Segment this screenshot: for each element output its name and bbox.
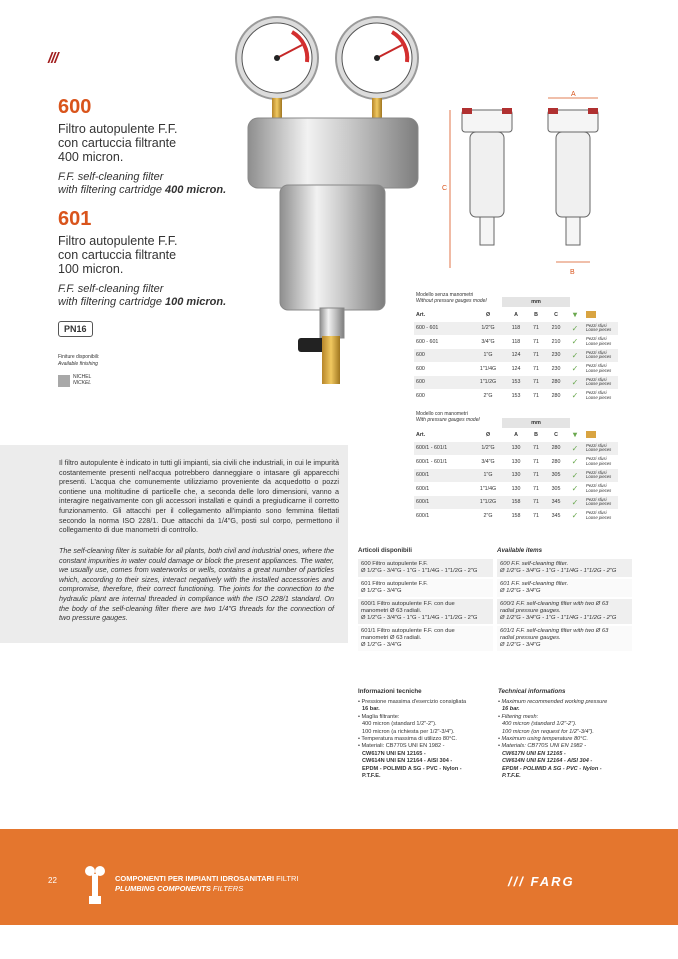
table-row (414, 496, 618, 510)
cell-b: 71 (526, 469, 546, 483)
info-line: 100 micron (a richiesta per 1/2"-3/4"). (362, 728, 455, 735)
loose-pieces: Pezzi sfusi Loose pieces (586, 363, 612, 373)
cell-size: 3/4"G (481, 338, 495, 345)
info-line: CW614N UNI EN 12164 - AISI 304 - (502, 758, 593, 765)
dimension-a-label: A (571, 91, 576, 98)
cell-art: 600 - 601 (414, 322, 470, 336)
finish-name-it: NICHEL (73, 374, 92, 380)
th-type-icon: ▾ (572, 430, 577, 440)
loose-pieces: Pezzi sfusi Loose pieces (584, 496, 618, 510)
item-line: Ø 1/2"G - 3/4"G - 1"G - 1"1/4G - 1"1/2G - 2"G (361, 615, 478, 621)
product-601-title-it (58, 234, 248, 276)
list-item (497, 626, 632, 653)
nickel-swatch (58, 375, 70, 387)
item-line: 601/1 Filtro autopulente F.F. con due (361, 628, 455, 634)
info-line: CW617N UNI EN 12165 - (502, 750, 566, 757)
info-line: P.T.F.E. (502, 773, 521, 780)
check-icon: ✓ (566, 496, 584, 510)
item-line: radial pressure gauges. (500, 635, 561, 641)
cell-size: 1"G (470, 349, 506, 363)
th-b: B (534, 311, 538, 318)
cell-b: 71 (526, 496, 546, 510)
cell-art: 600/1 (416, 512, 430, 519)
table-row (414, 322, 618, 336)
table1 (414, 308, 618, 403)
product-601-title-en (58, 283, 258, 309)
th-a: A (514, 311, 518, 318)
logo-text: FARG (530, 874, 575, 889)
product-600-title-it (58, 122, 248, 164)
table2-title-en: With pressure gauges model (416, 417, 480, 423)
cell-b: 71 (526, 442, 546, 456)
check-icon: ✓ (571, 364, 579, 374)
check-icon: ✓ (566, 376, 584, 390)
cell-a: 158 (511, 512, 521, 519)
loose-pieces: Pezzi sfusi Loose pieces (586, 336, 612, 346)
info-line: 400 micron (standard 1/2"-2"). (362, 721, 437, 728)
th-art: Art. (416, 311, 426, 318)
check-icon: ✓ (571, 337, 579, 347)
table1-title-en: Without pressure gauges model (416, 298, 487, 304)
table-row (414, 469, 618, 483)
cell-size: 1"1/2G (470, 496, 506, 510)
item-line: Ø 1/2"G - 3/4"G (361, 642, 402, 648)
cell-a: 124 (506, 349, 526, 363)
info-line: • Maglia filtrante: (358, 713, 400, 720)
faucet-icon (83, 864, 107, 908)
table2-mm: mm (502, 418, 570, 428)
available-items-en (497, 547, 632, 653)
title-line: con cartuccia filtrante (58, 248, 177, 262)
title-en-line: F.F. self-cleaning filter (58, 283, 164, 295)
cell-b: 71 (526, 349, 546, 363)
item-line: Ø 1/2"G - 3/4"G - 1"G - 1"1/4G - 1"1/2G - 2"G (500, 568, 617, 574)
cell-c: 280 (551, 458, 561, 465)
technical-info-it (358, 688, 493, 780)
available-head-it: Articoli disponibili (358, 547, 412, 554)
footer-category-en (115, 884, 243, 893)
product-photo (230, 10, 430, 390)
table2-title-it: Modello con manometri (416, 411, 468, 417)
cell-b: 71 (533, 365, 539, 372)
list-item (358, 579, 493, 599)
cell-b: 71 (526, 322, 546, 336)
cell-c: 280 (546, 442, 566, 456)
th-b: B (534, 431, 538, 438)
info-line: • Materiali: CB770S UNI EN 1982 - (358, 743, 445, 750)
cell-a: 130 (511, 485, 521, 492)
title-line: Filtro autopulente F.F. (58, 234, 178, 248)
cell-art: 600/1 (416, 485, 430, 492)
list-item (497, 579, 632, 599)
table1-title (416, 292, 487, 304)
title-line: con cartuccia filtrante (58, 136, 177, 150)
cell-art: 600 (416, 365, 425, 372)
footer-it-rest: FILTRI (274, 874, 299, 883)
gauge-right (336, 17, 418, 99)
cell-c: 230 (551, 365, 561, 372)
cell-size: 1"1/2G (470, 376, 506, 390)
table-row (414, 362, 618, 376)
logo-mark: /// (508, 874, 525, 889)
cell-a: 130 (511, 458, 521, 465)
th-box-icon (584, 428, 618, 442)
cell-art: 600/1 - 601/1 (414, 442, 470, 456)
table-row (414, 376, 618, 390)
check-icon: ✓ (566, 349, 584, 363)
cell-c: 305 (551, 485, 561, 492)
cell-art: 600/1 (414, 469, 470, 483)
list-item (358, 559, 493, 579)
footer-en-bold: PLUMBING COMPONENTS (115, 884, 211, 893)
list-item (497, 559, 632, 579)
th-c: C (554, 431, 558, 438)
cell-b: 71 (533, 485, 539, 492)
info-line: • Maximum using temperature 80°C. (498, 736, 588, 743)
cell-art: 600 (416, 392, 425, 399)
dimension-b-label: B (570, 269, 575, 276)
info-line: • Materials: CB770S UNI EN 1982 - (498, 743, 587, 750)
technical-head-en: Technical informations (498, 688, 566, 695)
item-line: Ø 1/2"G - 3/4"G (500, 588, 541, 594)
info-line: • Temperatura massima di utilizzo 80°C. (358, 736, 457, 743)
loose-pieces: Pezzi sfusi Loose pieces (584, 322, 618, 336)
cell-art: 600 - 601 (416, 338, 439, 345)
item-line: Ø 1/2"G - 3/4"G - 1"G - 1"1/4G - 1"1/2G - 2"G (361, 568, 478, 574)
title-en-line: with filtering cartridge (58, 184, 165, 196)
title-line: 400 micron. (58, 150, 124, 164)
title-en-line: with filtering cartridge (58, 296, 165, 308)
info-line: 100 micron (on request for 1/2"-3/4"). (502, 728, 594, 735)
available-head-en: Available items (497, 547, 543, 554)
table-row (414, 442, 618, 456)
info-line: CW617N UNI EN 12165 - (362, 750, 426, 757)
table-row (414, 509, 618, 523)
th-size: Ø (485, 311, 491, 318)
description-en: The self-cleaning filter is suitable for all plants, both civil and industrial ones, where the constant impurities in water could damage or block the present appliances. The water, we usually use, comes from waterworks or wells, contains a great number of particles which, according to their sizes, interact negatively with the installed accessories and compromise, therefore, their correct functioning. The joints for the connection to the hydraulic plant are internal threaded in compliance with the ISO 228/1 standard. On the body of the self-cleaning filter there are two 1/4"G threads for the connection of two pressure gauges. (59, 546, 334, 623)
table-row (414, 389, 618, 403)
cell-a: 118 (511, 338, 521, 345)
check-icon: ✓ (566, 442, 584, 456)
title-en-bold: 400 micron. (165, 184, 227, 196)
item-line: manometri Ø 63 radiali. (361, 608, 422, 614)
finish-name-en: NICKEL (73, 380, 92, 386)
cell-c: 305 (546, 469, 566, 483)
check-icon: ✓ (571, 484, 579, 494)
table-row (414, 335, 618, 349)
table-row (414, 482, 618, 496)
th-size: Ø (485, 431, 491, 438)
th-c: C (554, 311, 558, 318)
cell-size: 2"G (483, 512, 493, 519)
technical-head-it: Informazioni tecniche (358, 688, 422, 695)
cell-c: 280 (551, 392, 561, 399)
cell-c: 210 (551, 338, 561, 345)
description-it: Il filtro autopulente è indicato in tutti gli impianti, sia civili che industriali, in cui le impurità costantemente presenti nell'acqua potrebbero danneggiare o intasare gli apparecchi presenti. L'acqua che comunemente utilizziamo proveniente da acquedotto o pozzi contiene una moltitudine di particelle che, a seconda delle loro dimensioni, vanno a interagire negativamente con gli accessori installati e quindi a pregiudicarne il corretto funzionamento. Gli attacchi per il collegamento all'impianto sono femmina filettati secondo la norma ISO 228/1. Due attacchi da 1/4"G, posti sul corpo, permettono il collegamento di due manometri di controllo. (59, 458, 339, 535)
table-row (414, 455, 618, 469)
item-line: 601 F.F. self-cleaning filter. (500, 581, 569, 587)
pressure-rating-badge: PN16 (58, 321, 93, 337)
item-line: 600/1 F.F. self-cleaning filter with two Ø 63 (500, 601, 609, 607)
table2-header-row (414, 428, 618, 442)
cell-size: 1"G (470, 469, 506, 483)
brand-mark: /// (48, 50, 58, 67)
footer-en-rest: FILTERS (210, 884, 244, 893)
th-art: Art. (416, 431, 426, 438)
cell-size: 1/2"G (470, 322, 506, 336)
footer-category-it (115, 874, 298, 883)
product-600-title-en (58, 171, 258, 197)
item-line: 600/1 Filtro autopulente F.F. con due (361, 601, 455, 607)
cell-size: 1"1/4G (479, 365, 497, 372)
check-icon: ✓ (571, 457, 579, 467)
cell-art: 600/1 (414, 496, 470, 510)
table-row (414, 349, 618, 363)
loose-pieces: Pezzi sfusi Loose pieces (586, 390, 612, 400)
cell-a: 130 (506, 442, 526, 456)
loose-pieces: Pezzi sfusi Loose pieces (586, 483, 612, 493)
list-item (358, 626, 493, 653)
cell-art: 600 (414, 376, 470, 390)
check-icon: ✓ (566, 322, 584, 336)
item-line: 600 Filtro autopulente F.F. (361, 561, 428, 567)
loose-pieces: Pezzi sfusi Loose pieces (586, 510, 612, 520)
loose-pieces: Pezzi sfusi Loose pieces (584, 442, 618, 456)
info-line: 400 micron (standard 1/2"-2"). (502, 721, 577, 728)
cell-size: 1"1/4G (479, 485, 497, 492)
table1-mm: mm (502, 297, 570, 307)
info-line: 16 bar. (502, 706, 520, 713)
cell-c: 210 (546, 322, 566, 336)
info-line: EPDM - POLIMID A SG - PVC - Nylon - (362, 765, 462, 772)
item-line: 601/1 F.F. self-cleaning filter with two Ø 63 (500, 628, 609, 634)
item-line: 601 Filtro autopulente F.F. (361, 581, 428, 587)
list-item (497, 599, 632, 626)
check-icon: ✓ (571, 391, 579, 401)
cell-a: 118 (506, 322, 526, 336)
loose-pieces: Pezzi sfusi Loose pieces (584, 376, 618, 390)
dimension-c-label: C (442, 185, 448, 192)
technical-drawing (440, 90, 610, 285)
product-code-600: 600 (58, 96, 92, 118)
finish-label-en: Available finishing (58, 361, 98, 367)
available-items-it (358, 547, 493, 653)
table2-title (416, 411, 480, 423)
cell-size: 3/4"G (481, 458, 495, 465)
title-en-line: F.F. self-cleaning filter (58, 171, 164, 183)
item-line: manometri Ø 63 radiali. (361, 635, 422, 641)
title-line: Filtro autopulente F.F. (58, 122, 178, 136)
finish-label-it: Finiture disponibili: (58, 354, 100, 360)
gauge-left (236, 17, 318, 99)
technical-info-en (498, 688, 638, 780)
cell-size: 1/2"G (470, 442, 506, 456)
item-line: Ø 1/2"G - 3/4"G (500, 642, 541, 648)
cell-b: 71 (526, 376, 546, 390)
list-item (358, 599, 493, 626)
th-a: A (514, 431, 518, 438)
footer-it-bold: COMPONENTI PER IMPIANTI IDROSANITARI (115, 874, 275, 883)
cell-b: 71 (533, 458, 539, 465)
cell-size: 2"G (483, 392, 493, 399)
loose-pieces: Pezzi sfusi Loose pieces (586, 456, 612, 466)
table2 (414, 428, 618, 523)
product-code-601: 601 (58, 208, 92, 230)
info-line: CW614N UNI EN 12164 - AISI 304 - (362, 758, 453, 765)
info-line: • Filtering mesh: (498, 713, 539, 720)
cell-b: 71 (533, 392, 539, 399)
cell-a: 153 (506, 376, 526, 390)
info-line: • Pressione massima d'esercizio consigliata (358, 699, 467, 705)
title-en-bold: 100 micron. (165, 296, 227, 308)
item-line: Ø 1/2"G - 3/4"G (361, 588, 402, 594)
loose-pieces: Pezzi sfusi Loose pieces (584, 349, 618, 363)
cell-c: 345 (546, 496, 566, 510)
cell-a: 153 (511, 392, 521, 399)
th-box-icon (584, 308, 618, 322)
info-line: P.T.F.E. (362, 773, 381, 780)
check-icon: ✓ (566, 469, 584, 483)
cell-c: 280 (546, 376, 566, 390)
cell-art: 600/1 - 601/1 (416, 458, 448, 465)
table1-title-it: Modello senza manometri (416, 292, 474, 298)
loose-pieces: Pezzi sfusi Loose pieces (584, 469, 618, 483)
item-line: Ø 1/2"G - 3/4"G - 1"G - 1"1/4G - 1"1/2G - 2"G (500, 615, 617, 621)
cell-a: 124 (511, 365, 521, 372)
info-line: 16 bar. (362, 706, 380, 713)
th-type-icon: ▾ (572, 310, 577, 320)
info-line: EPDM - POLIMID A SG - PVC - Nylon - (502, 765, 602, 772)
cell-b: 71 (533, 512, 539, 519)
brand-logo (508, 874, 575, 889)
title-line: 100 micron. (58, 262, 124, 276)
check-icon: ✓ (571, 511, 579, 521)
cell-c: 345 (551, 512, 561, 519)
page-number: 22 (48, 876, 57, 885)
info-line: • Maximum recommended working pressure (498, 699, 608, 705)
cell-a: 158 (506, 496, 526, 510)
item-line: 600 F.F. self-cleaning filter. (500, 561, 569, 567)
table1-header-row (414, 308, 618, 322)
cell-art: 600 (414, 349, 470, 363)
cell-a: 130 (506, 469, 526, 483)
cell-b: 71 (533, 338, 539, 345)
item-line: radial pressure gauges. (500, 608, 561, 614)
cell-c: 230 (546, 349, 566, 363)
